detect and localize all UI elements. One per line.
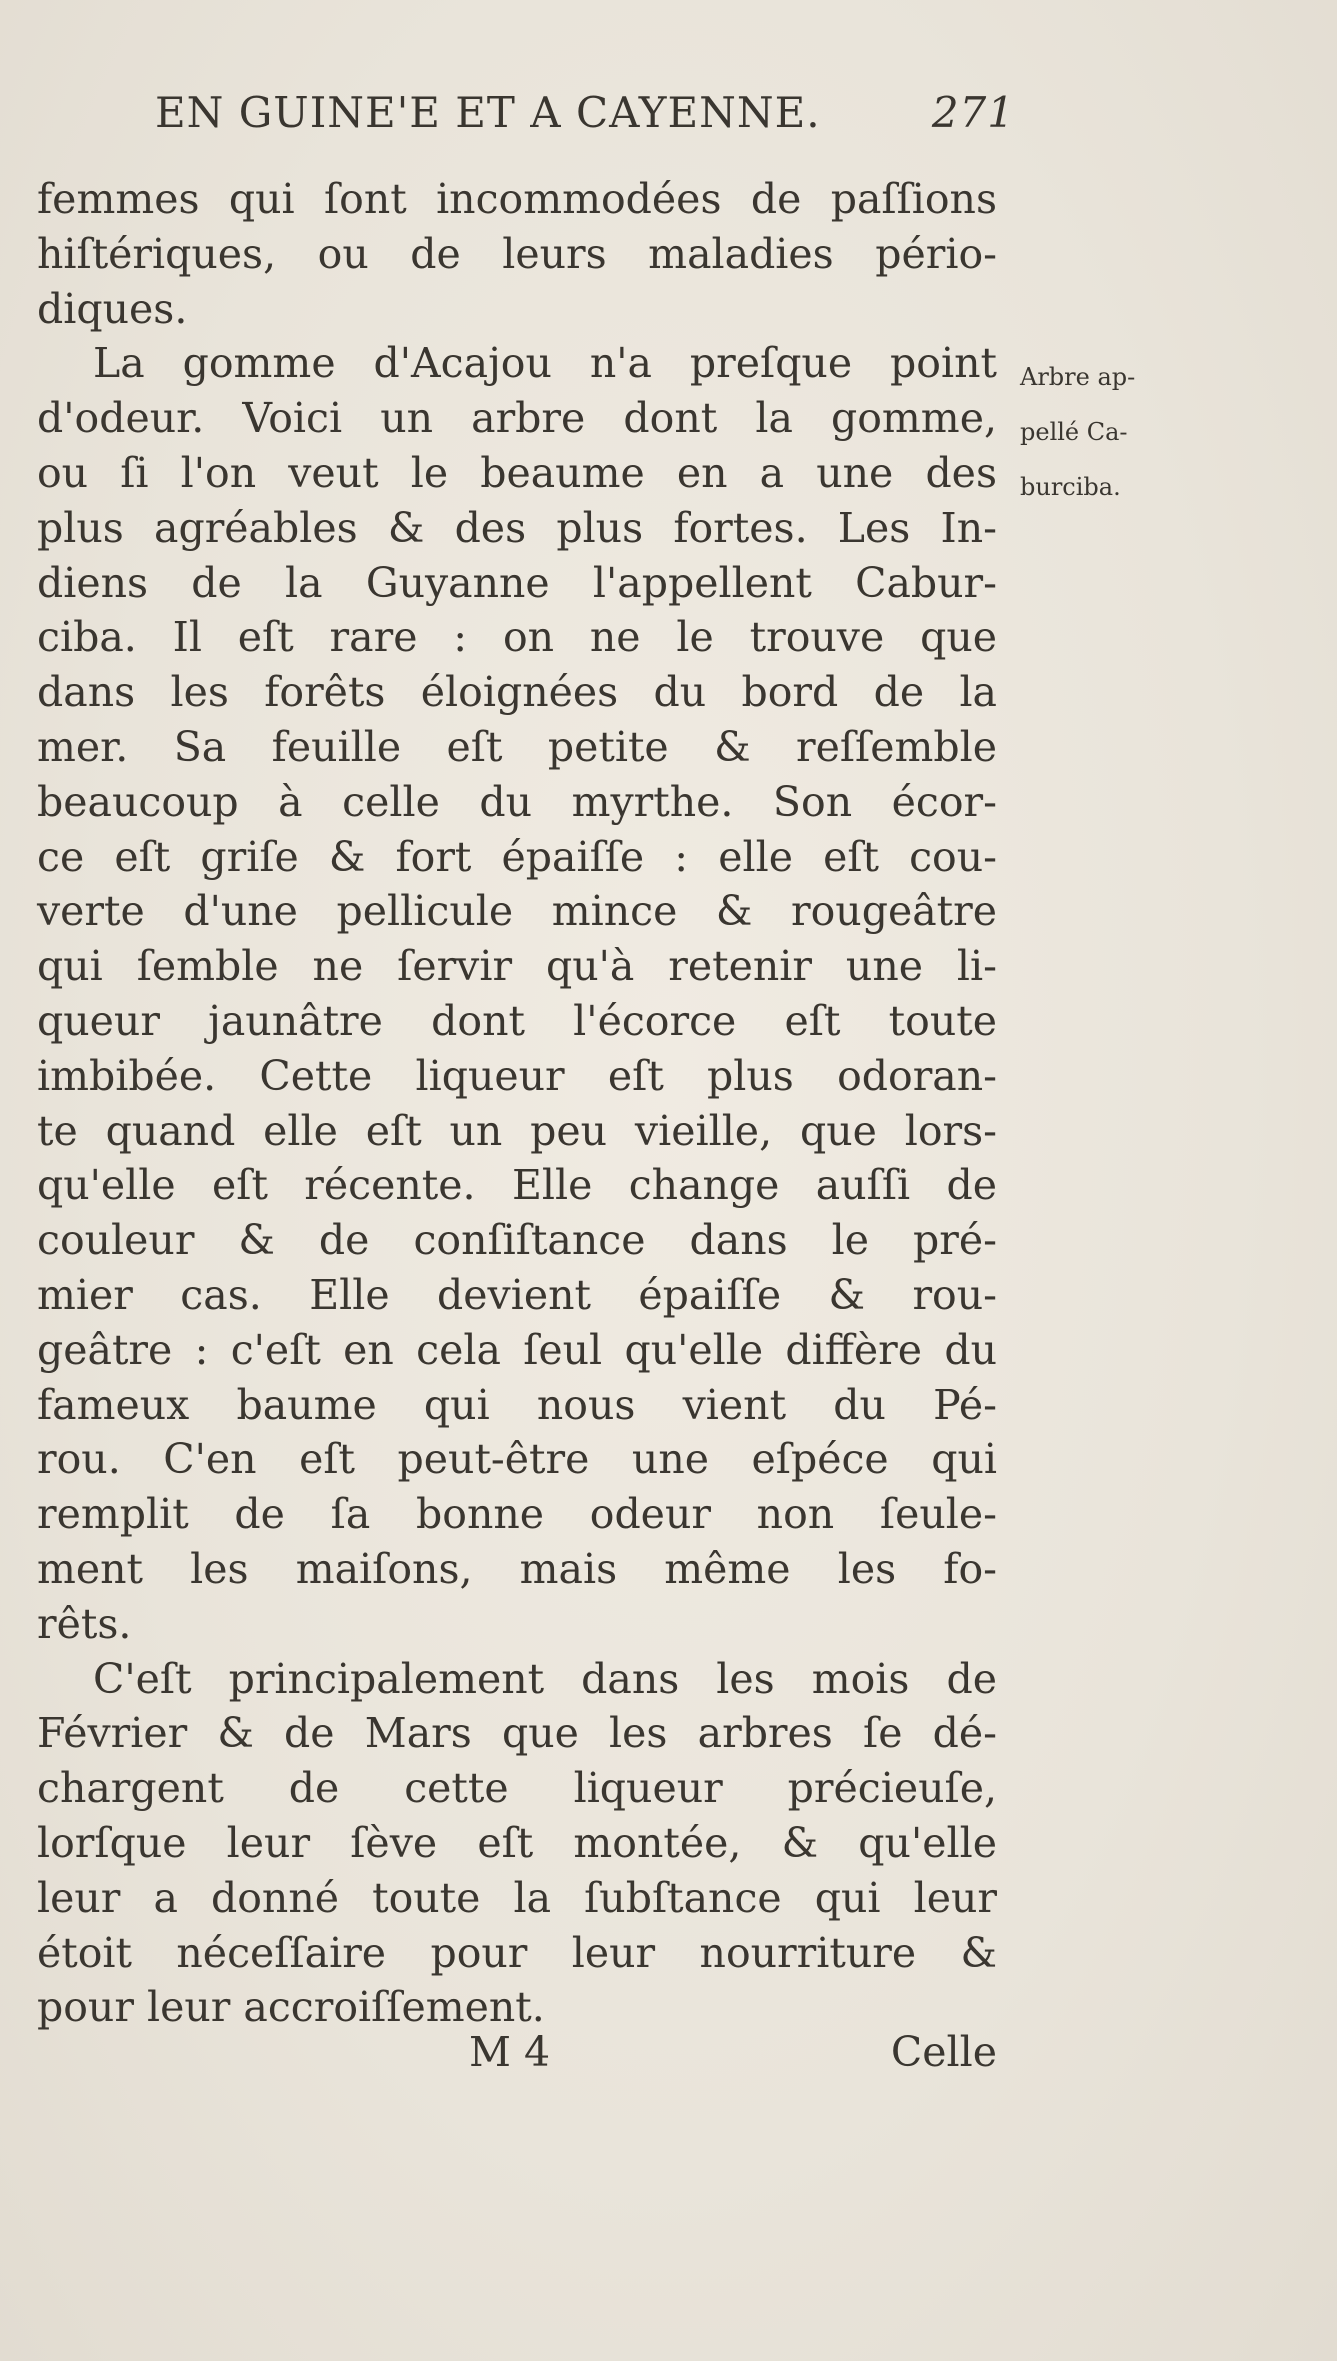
text-line: leur a donné toute la ſubſtance qui leur	[37, 1873, 997, 1922]
text-line: verte d'une pellicule mince & rougeâtre	[37, 887, 997, 936]
text-line: rou. C'en eſt peut-être une eſpéce qui	[37, 1435, 997, 1484]
text-line: d'odeur. Voici un arbre dont la gomme,	[37, 394, 997, 443]
text-line: plus agréables & des plus fortes. Les In-	[37, 503, 997, 552]
text-line: dans les forêts éloignées du bord de la	[37, 668, 997, 717]
text-line: chargent de cette liqueur précieuſe,	[37, 1764, 997, 1813]
margin-note-line: burciba.	[1020, 473, 1121, 501]
text-line: te quand elle eſt un peu vieille, que lors-	[37, 1106, 997, 1155]
body-text	[37, 172, 997, 2035]
text-line: fameux baume qui nous vient du Pé-	[37, 1380, 997, 1429]
text-line: C'eſt principalement dans les mois de	[93, 1654, 997, 1703]
margin-note-line: pellé Ca-	[1020, 418, 1128, 446]
catchword: Celle	[890, 2028, 997, 2076]
text-line: mier cas. Elle devient épaiſſe & rou-	[37, 1270, 997, 1319]
text-line: étoit néceſſaire pour leur nourriture &	[37, 1928, 997, 1977]
margin-note	[1020, 350, 1190, 515]
text-line: qu'elle eſt récente. Elle change auſſi de	[37, 1161, 997, 1210]
text-line: hiſtériques, ou de leurs maladies pério-	[37, 229, 997, 278]
text-line: imbibée. Cette liqueur eſt plus odoran-	[37, 1051, 997, 1100]
running-title: EN GUINE'E ET A CAYENNE.	[155, 88, 821, 137]
signature-mark: M 4	[469, 2028, 551, 2076]
text-line: Février & de Mars que les arbres ſe dé-	[37, 1709, 997, 1758]
text-line: couleur & de conſiſtance dans le pré-	[37, 1216, 997, 1265]
text-line: ment les maiſons, mais même les fo-	[37, 1544, 997, 1593]
text-line: diens de la Guyanne l'appellent Cabur-	[37, 558, 997, 607]
text-line: rêts.	[37, 1599, 132, 1648]
text-line: diques.	[37, 284, 188, 333]
text-line: lorſque leur ſève eſt montée, & qu'elle	[37, 1818, 997, 1867]
page-number: 271	[931, 88, 1015, 137]
text-line: femmes qui ſont incommodées de paſſions	[37, 175, 997, 223]
text-line: ciba. Il eſt rare : on ne le trouve que	[37, 613, 997, 662]
text-line: ce eſt griſe & fort épaiſſe : elle eſt cou-	[37, 832, 997, 881]
text-line: mer. Sa feuille eſt petite & reſſemble	[37, 722, 997, 771]
text-line: pour leur accroiſſement.	[37, 1983, 545, 2032]
text-line: beaucoup à celle du myrthe. Son écor-	[37, 777, 997, 826]
margin-note-line: Arbre ap-	[1020, 363, 1136, 391]
text-line: remplit de ſa bonne odeur non ſeule-	[37, 1490, 997, 1539]
text-line: qui ſemble ne ſervir qu'à retenir une li-	[37, 942, 997, 991]
page-footer	[37, 2028, 997, 2084]
page-header	[155, 88, 1015, 148]
text-line: La gomme d'Acajou n'a preſque point	[93, 339, 997, 388]
text-line: queur jaunâtre dont l'écorce eſt toute	[37, 996, 997, 1045]
text-line: ou ſi l'on veut le beaume en a une des	[37, 448, 997, 497]
text-line: geâtre : c'eſt en cela ſeul qu'elle diffère du	[37, 1325, 997, 1374]
